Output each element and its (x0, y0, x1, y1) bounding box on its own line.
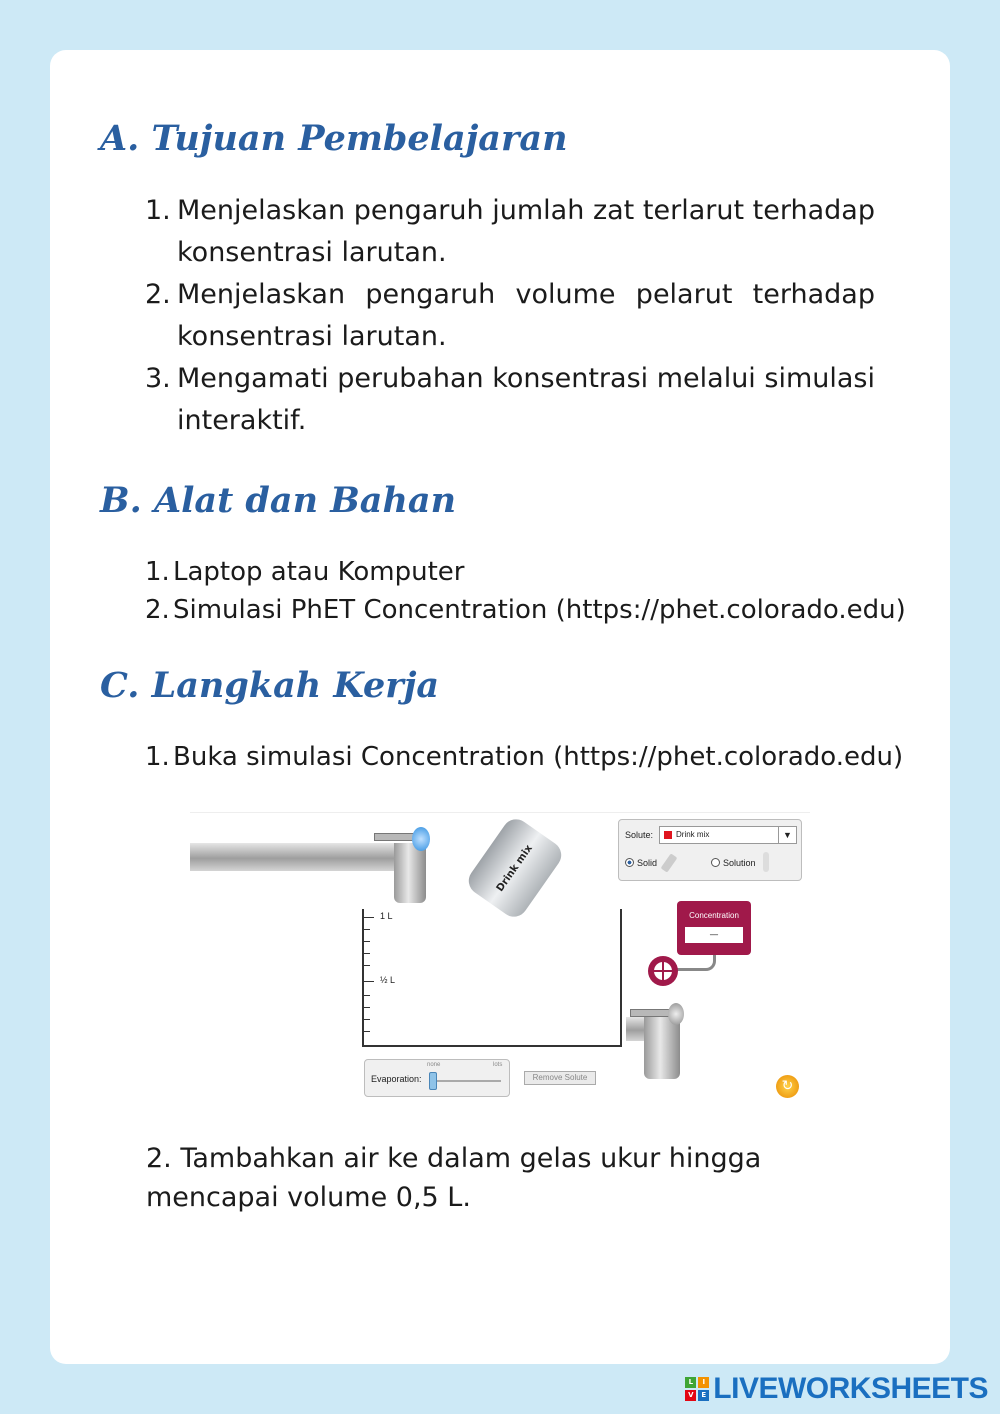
list-item: 2. Menjelaskan pengaruh volume pelarut terhadap konsentrasi larutan. (145, 279, 875, 352)
phet-simulation-screenshot (190, 812, 810, 1105)
evaporation-panel: Evaporation: none lots (364, 1059, 510, 1097)
drain-faucet (644, 1017, 680, 1079)
steps-list (145, 738, 903, 776)
list-item: 1. Laptop atau Komputer (145, 557, 465, 587)
label-half-l: ½ L (380, 975, 396, 985)
shaker-icon[interactable]: Drink mix (463, 814, 566, 922)
radio-solution[interactable] (711, 858, 720, 867)
tools-list (145, 553, 906, 629)
list-item: 3. Mengamati perubahan konsentrasi melalui simulasi interaktif. (145, 363, 875, 436)
faucet-handle[interactable] (374, 833, 414, 841)
label-1l: 1 L (380, 911, 393, 921)
solute-panel: Solute: Drink mix ▼ Solid Solution (618, 819, 802, 881)
meter-probe-icon[interactable] (648, 956, 678, 986)
evaporation-track (429, 1080, 501, 1082)
water-faucet (394, 843, 426, 903)
list-item: 1. Buka simulasi Concentration (https://phet.colorado.edu) (145, 742, 904, 772)
chevron-down-icon[interactable]: ▼ (778, 827, 796, 843)
logo-blocks: L I V E (685, 1377, 709, 1401)
solute-color-swatch (664, 831, 672, 839)
faucet-knob-icon[interactable] (412, 827, 430, 851)
radio-solid[interactable] (625, 858, 634, 867)
water-pipe (190, 843, 422, 871)
step-2-text: 2. Tambahkan air ke dalam gelas ukur hingga mencapai volume 0,5 L. (146, 1143, 762, 1213)
meter-cable (676, 955, 716, 971)
list-item: 2. Simulasi PhET Concentration (https://phet.colorado.edu) (145, 595, 906, 625)
reset-icon[interactable]: ↻ (776, 1075, 799, 1098)
beaker (362, 909, 622, 1047)
concentration-meter[interactable]: Concentration — (677, 901, 751, 955)
evaporation-slider[interactable] (429, 1072, 437, 1090)
shaker-small-icon (661, 853, 678, 872)
section-a-title: A. Tujuan Pembelajaran (100, 118, 568, 159)
section-b-title: B. Alat dan Bahan (100, 480, 457, 521)
drain-handle[interactable] (630, 1009, 670, 1017)
drain-knob-icon[interactable] (668, 1003, 684, 1025)
dropper-icon (763, 852, 769, 872)
solute-select[interactable]: Drink mix ▼ (659, 826, 797, 844)
liveworksheets-logo: L I V E LIVEWORKSHEETS (685, 1372, 988, 1406)
list-item: 1. Menjelaskan pengaruh jumlah zat terlarut terhadap konsentrasi larutan. (145, 195, 875, 268)
section-c-title: C. Langkah Kerja (100, 665, 440, 706)
learning-goals-list (145, 190, 875, 442)
remove-solute-button[interactable]: Remove Solute (524, 1071, 596, 1085)
